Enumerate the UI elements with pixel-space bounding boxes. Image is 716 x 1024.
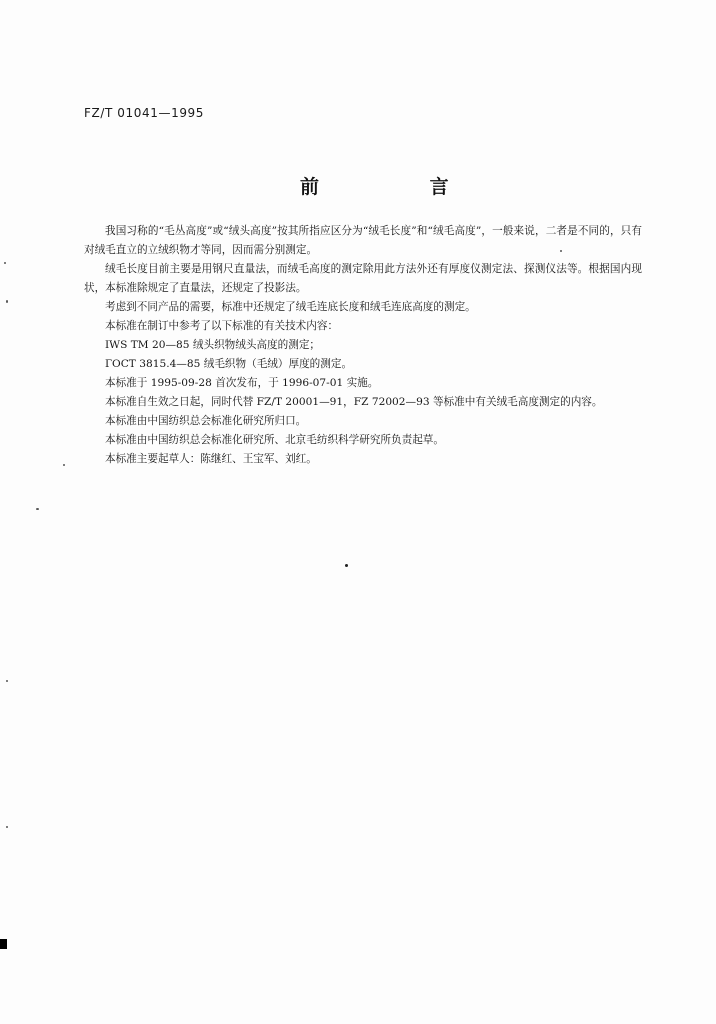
paragraph: 绒毛长度目前主要是用钢尺直量法，而绒毛高度的测定除用此方法外还有厚度仪测定法、探测仪法等。根据国内现状，本标准除规定了直量法，还规定了投影法。 [84, 263, 642, 294]
paragraph: 本标准自生效之日起，同时代替 FZ/T 20001—91，FZ 72002—93 等标准中有关绒毛高度测定的内容。 [105, 396, 603, 408]
paragraph: 考虑到不同产品的需要，标准中还规定了绒毛连底长度和绒毛连底高度的测定。 [105, 301, 476, 313]
paragraph: ГОСТ 3815.4—85 绒毛织物（毛绒）厚度的测定。 [105, 358, 353, 370]
paragraph: 本标准主要起草人：陈继红、王宝军、刘红。 [105, 453, 317, 465]
paragraph: 本标准在制订中参考了以下标准的有关技术内容： [105, 320, 339, 332]
scan-speck [345, 564, 348, 567]
standard-code: FZ/T 01041—1995 [84, 106, 205, 120]
scan-corner-mark [0, 939, 7, 949]
scan-speck [4, 262, 6, 264]
paragraph: 本标准由中国纺织总会标准化研究所、北京毛纺织科学研究所负责起草。 [105, 434, 444, 446]
scan-speck [560, 250, 562, 252]
paragraph: 本标准由中国纺织总会标准化研究所归口。 [105, 415, 307, 427]
scan-speck [36, 508, 39, 510]
paragraph: IWS TM 20—85 绒头织物绒头高度的测定； [105, 339, 321, 351]
scan-speck [6, 680, 8, 682]
paragraph: 本标准于 1995-09-28 首次发布，于 1996-07-01 实施。 [105, 377, 379, 389]
scan-speck [6, 300, 8, 303]
scan-speck [63, 464, 65, 466]
foreword-body [84, 222, 642, 469]
paragraph: 我国习称的“毛丛高度”或“绒头高度”按其所指应区分为“绒毛长度”和“绒毛高度”，一般来说，二者是不同的，只有对绒毛直立的立绒织物才等同，因而需分别测定。 [84, 225, 642, 256]
scan-speck [6, 826, 8, 828]
page-title: 前 言 [300, 176, 501, 198]
